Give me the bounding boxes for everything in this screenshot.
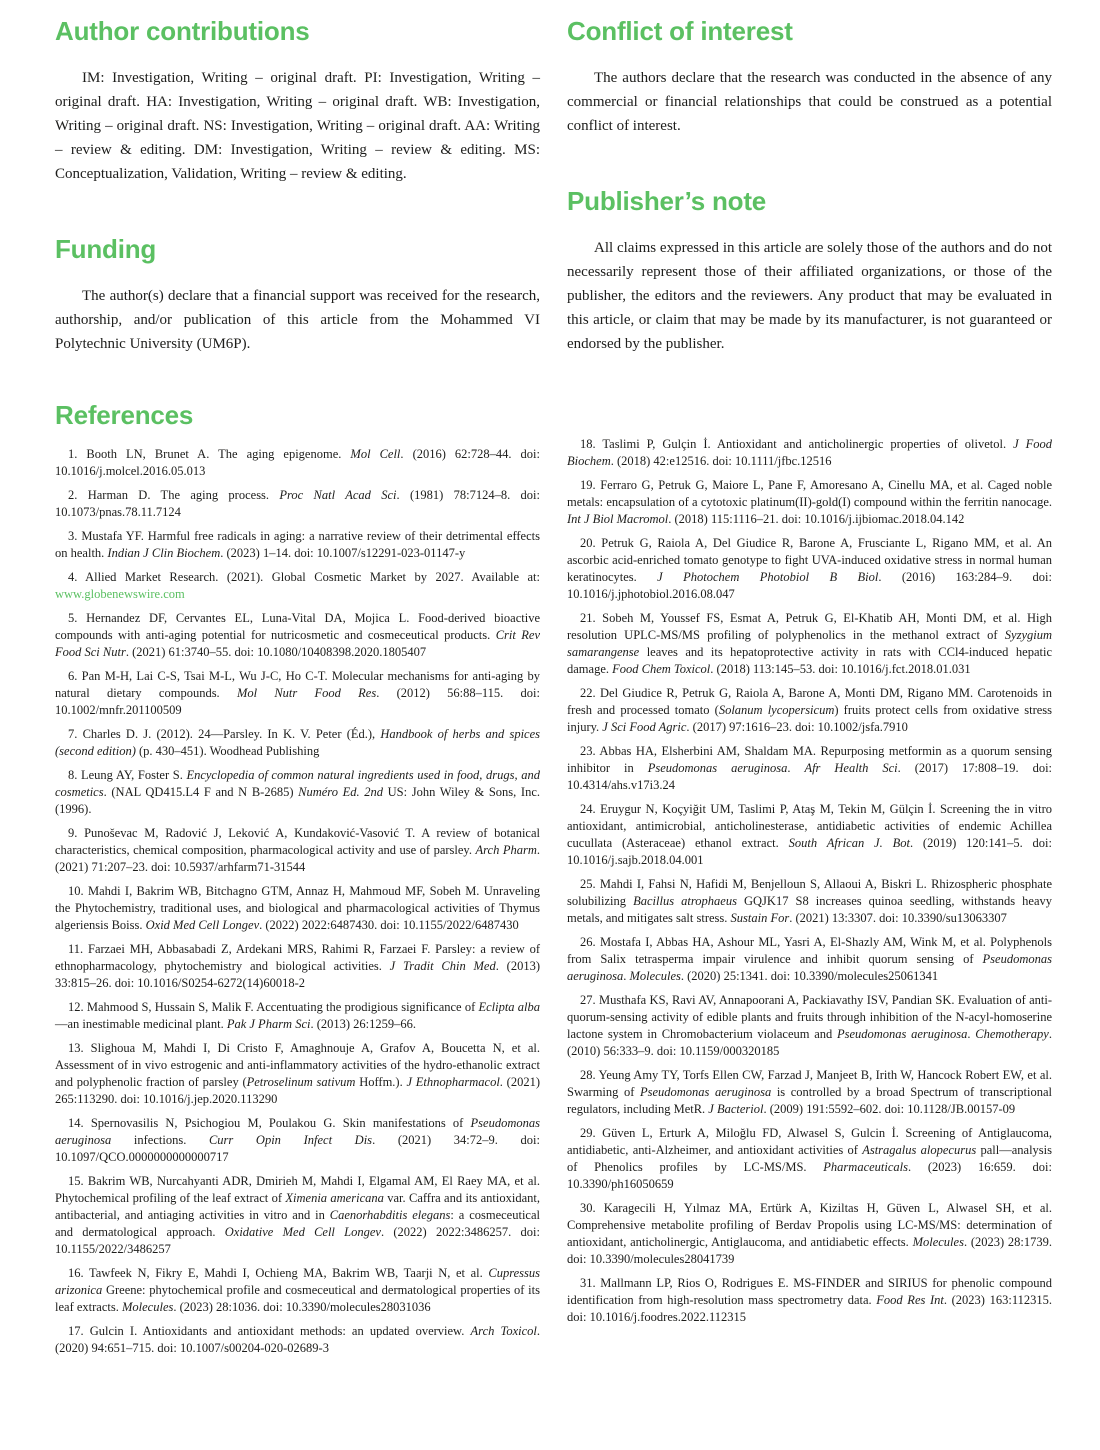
- reference-item: [55, 726, 540, 760]
- reference-text: var. Caffra and its antioxidant, antibacterial, and antiaging activities in vitro and in: [55, 1191, 540, 1222]
- reference-item: [567, 1125, 1052, 1193]
- reference-text: . (2021) 13:3307. doi: 10.3390/su13063307: [789, 911, 1007, 925]
- reference-text: . (2017) 17:808–19. doi: 10.4314/ahs.v17i3.24: [567, 761, 1053, 792]
- reference-item: [55, 1323, 540, 1357]
- reference-text: 5. Hernandez DF, Cervantes EL, Luna-Vital DA, Mojica L. Food-derived bioactive compounds with anti-aging potential for nutricosmetic and cosmeceutical products.: [55, 611, 540, 642]
- reference-text: . (2023) 1–14. doi: 10.1007/s12291-023-01147-y: [220, 546, 466, 560]
- reference-text: 30. Karagecili H, Yılmaz MA, Ertürk A, Kiziltas H, Güven L, Alwasel SH, et al. Comprehensive metabolite profiling of Berdav Propolis using LC-MS/MS: determination of antioxidant, anticholinergic, Antiglaucoma, and antidiabetic effects.: [567, 1201, 1052, 1249]
- reference-text-italic: Pseudomonas aeruginosa: [567, 952, 1052, 983]
- reference-text: . (2018) 113:145–53. doi: 10.1016/j.fct.2018.01.031: [710, 662, 971, 676]
- reference-text: . (2022) 2022:6487430. doi: 10.1155/2022/6487430: [259, 918, 519, 932]
- reference-text: . (2020) 94:651–715. doi: 10.1007/s00204-020-02689-3: [55, 1324, 540, 1355]
- reference-text-italic: Food Chem Toxicol: [612, 662, 711, 676]
- section-heading-funding: Funding: [55, 234, 157, 264]
- section-heading-conflict-of-interest: Conflict of interest: [567, 16, 793, 46]
- reference-text: is controlled by a broad Spectrum of transcriptional regulators, including MetR.: [567, 1085, 1052, 1116]
- section-heading-publishers-note: Publisher’s note: [567, 186, 767, 216]
- reference-item: [567, 685, 1052, 736]
- reference-text: 23. Abbas HA, Elsherbini AM, Shaldam MA. Repurposing metformin as a quorum sensing inhibitor in: [567, 744, 1052, 775]
- reference-item: [567, 934, 1052, 985]
- reference-text: 15. Bakrim WB, Nurcahyanti ADR, Dmirieh M, Mahdi I, Elgamal AM, El Raey MA, et al. Phytochemical profiling of the leaf extract of: [55, 1174, 540, 1205]
- reference-text-italic: Solanum lycopersicum: [718, 703, 835, 717]
- reference-text: . (2021) 265:113290. doi: 10.1016/j.jep.2020.113290: [55, 1075, 540, 1106]
- reference-item: [567, 610, 1052, 678]
- author-contributions-text: IM: Investigation, Writing – original draft. PI: Investigation, Writing – original draft. HA: Investigation, Writing – original draft. WB: Investigation, Writing – original draft. NS: Investigation, Writing – original draft. AA: Writing – review & editing. DM: Investigation, Writing – review & editing. MS: Conceptualization, Validation, Writing – review & editing.: [55, 70, 540, 182]
- reference-text: . (2019) 120:141–5. doi: 10.1016/j.sajb.2018.04.001: [567, 836, 1052, 867]
- reference-text-italic: Pseudomonas aeruginosa: [639, 1085, 772, 1099]
- reference-text-italic: Pseudomonas aeruginosa: [55, 1116, 540, 1147]
- reference-text: 3. Mustafa YF. Harmful free radicals in aging: a narrative review of their detrimental effects on health.: [55, 529, 540, 560]
- reference-item: [567, 876, 1052, 927]
- reference-text-italic: Handbook of herbs and spices (second edition): [55, 727, 541, 758]
- reference-text: 19. Ferraro G, Petruk G, Maiore L, Pane F, Amoresano A, Cinellu MA, et al. Caged noble metals: encapsulation of a cytotoxic platinum(II)-gold(I) compound within the ferritin nanocage.: [567, 478, 1052, 509]
- reference-text: 21. Sobeh M, Youssef FS, Esmat A, Petruk G, El-Khatib AH, Monti DM, et al. High resolution UPLC-MS/MS profiling of polyphenolics in the methanol extract of: [567, 611, 1052, 642]
- reference-text-italic: Eclipta alba: [478, 1000, 540, 1014]
- reference-text: . (2023) 28:1036. doi: 10.3390/molecules28031036: [173, 1300, 431, 1314]
- reference-text-italic: Chemotherapy: [975, 1027, 1049, 1041]
- reference-item: [567, 535, 1052, 603]
- reference-item: [567, 992, 1052, 1060]
- reference-text-italic: Molecules: [121, 1300, 174, 1314]
- left-column: [55, 16, 540, 1364]
- reference-text-italic: Numéro Ed. 2nd: [298, 785, 383, 799]
- reference-text-italic: J Bacteriol: [708, 1102, 764, 1116]
- reference-item: [567, 1200, 1052, 1268]
- reference-item: [55, 999, 540, 1033]
- reference-text: 7. Charles D. J. (2012). 24—Parsley. In K. V. Peter (Éd.),: [68, 727, 381, 741]
- reference-text: 28. Yeung Amy TY, Torfs Ellen CW, Farzad J, Manjeet B, Irith W, Hancock Robert EW, et al. Swarming of: [567, 1068, 1052, 1099]
- reference-text-italic: Arch Pharm: [475, 843, 537, 857]
- reference-text-italic: Indian J Clin Biochem: [107, 546, 221, 560]
- reference-text: 11. Farzaei MH, Abbasabadi Z, Ardekani MRS, Rahimi R, Farzaei F. Parsley: a review of ethnopharmacology, phytochemistry and biological activities.: [55, 942, 540, 973]
- reference-item: [55, 767, 540, 818]
- reference-text: 9. Punoševac M, Radović J, Leković A, Kundaković-Vasović T. A review of botanical characteristics, chemical composition, pharmacological activity and use of parsley.: [55, 826, 540, 857]
- reference-text-italic: J Ethnopharmacol: [406, 1075, 500, 1089]
- reference-text-italic: Int J Biol Macromol: [567, 512, 669, 526]
- reference-text-italic: Proc Natl Acad Sci: [279, 488, 397, 502]
- reference-text-italic: J Tradit Chin Med: [389, 959, 496, 973]
- reference-text: .: [967, 1027, 976, 1041]
- reference-text: 17. Gulcin I. Antioxidants and antioxidant methods: an updated overview.: [68, 1324, 471, 1338]
- reference-text: . (2009) 191:5592–602. doi: 10.1128/JB.00157-09: [763, 1102, 1016, 1116]
- reference-item: [55, 883, 540, 934]
- reference-text: US: John Wiley & Sons, Inc. (1996).: [55, 785, 540, 816]
- reference-text: . (2021) 61:3740–55. doi: 10.1080/10408398.2020.1805407: [125, 645, 427, 659]
- reference-item: [55, 825, 540, 876]
- reference-text: 12. Mahmood S, Hussain S, Malik F. Accentuating the prodigious significance of: [68, 1000, 479, 1014]
- reference-text-italic: Syzygium samarangense: [567, 628, 1052, 659]
- reference-text-italic: Pharmaceuticals: [823, 1160, 909, 1174]
- reference-text: 22. Del Giudice R, Petruk G, Raiola A, Barone A, Monti DM, Rigano MM. Carotenoids in fresh and processed tomato (: [567, 686, 1052, 717]
- reference-item: [55, 528, 540, 562]
- reference-text: 6. Pan M-H, Lai C-S, Tsai M-L, Wu J-C, Ho C-T. Molecular mechanisms for anti-aging by natural dietary compounds.: [55, 669, 540, 700]
- funding-text: The author(s) declare that a financial support was received for the research, authorship, and/or publication of this article from the Mohammed VI Polytechnic University (UM6P).: [55, 288, 540, 352]
- reference-text: . (2018) 115:1116–21. doi: 10.1016/j.ijbiomac.2018.04.142: [668, 512, 965, 526]
- reference-text-italic: Astragalus alopecurus: [862, 1143, 977, 1157]
- reference-text-italic: Molecules: [912, 1235, 964, 1249]
- reference-text: 29. Güven L, Erturk A, Miloğlu FD, Alwasel S, Gulcin İ. Screening of Antiglaucoma, antidiabetic, anti-Alzheimer, and antioxidant activities of: [567, 1126, 1052, 1157]
- reference-item: [55, 1173, 540, 1258]
- reference-text: (p. 430–451). Woodhead Publishing: [135, 744, 320, 758]
- reference-text: . (2017) 97:1616–23. doi: 10.1002/jsfa.7910: [686, 720, 908, 734]
- reference-text-italic: Arch Toxicol: [470, 1324, 537, 1338]
- reference-text: Hoffm.).: [355, 1075, 407, 1089]
- reference-text-italic: South African J. Bot: [788, 836, 910, 850]
- reference-item: [55, 668, 540, 719]
- reference-text: . (2016) 163:284–9. doi: 10.1016/j.jphotobiol.2016.08.047: [567, 570, 1052, 601]
- reference-text: ) fruits protect cells from oxidative stress injury.: [567, 703, 1053, 734]
- reference-item: [567, 477, 1052, 528]
- reference-text-italic: Bacillus atrophaeus: [633, 894, 737, 908]
- reference-item: [55, 569, 540, 603]
- reference-text: 27. Musthafa KS, Ravi AV, Annapoorani A, Packiavathy ISV, Pandian SK. Evaluation of anti-quorum-sensing activity of edible plants and fruits through inhibition of the N-acyl-homoserine lactone system in Chromobacterium violaceum and: [567, 993, 1052, 1041]
- reference-text-italic: Mol Cell: [350, 447, 401, 461]
- reference-item: [55, 487, 540, 521]
- reference-text: 8. Leung AY, Foster S.: [68, 768, 187, 782]
- reference-text: GQJK17 S8 increases quinoa seedling, withstands heavy metals, and mitigates salt stress.: [567, 894, 1052, 925]
- reference-text-italic: Pseudomonas aeruginosa: [836, 1027, 968, 1041]
- reference-text: 31. Mallmann LP, Rios O, Rodrigues E. MS-FINDER and SIRIUS for phenolic compound identification from high-resolution mass spectrometry data.: [567, 1276, 1052, 1307]
- reference-text: . (2020) 25:1341. doi: 10.3390/molecules25061341: [680, 969, 939, 983]
- reference-text: . (2023) 16:659. doi: 10.3390/ph16050659: [567, 1160, 1052, 1191]
- reference-item: [567, 743, 1052, 794]
- reference-text: 10. Mahdi I, Bakrim WB, Bitchagno GTM, Annaz H, Mahmoud MF, Sobeh M. Unraveling the Phytochemistry, traditional uses, and biological and pharmacological activities of Thymus algeriensis Boiss.: [55, 884, 540, 932]
- reference-text: leaves and its hepatoprotective activity in rats with CCl4-induced hepatic damage.: [567, 645, 1052, 676]
- reference-text: . (1981) 78:7124–8. doi: 10.1073/pnas.78.11.7124: [55, 488, 540, 519]
- reference-item: [55, 1040, 540, 1108]
- reference-item: [55, 1115, 540, 1166]
- reference-text-italic: Afr Health Sci: [804, 761, 898, 775]
- reference-text: 20. Petruk G, Raiola A, Del Giudice R, Barone A, Frusciante L, Rigano MM, et al. An ascorbic acid-enriched tomato genotype to fight UVA-induced oxidative stress in normal human keratinocytes.: [567, 536, 1052, 584]
- reference-text-italic: Mol Nutr Food Res: [236, 686, 377, 700]
- reference-text: 4. Allied Market Research. (2021). Global Cosmetic Market by 2027. Available at:: [68, 570, 540, 584]
- reference-text-italic: Oxidative Med Cell Longev: [224, 1225, 381, 1239]
- reference-text: Greene: phytochemical profile and cosmeceutical and dermatological properties of its leaf extracts.: [55, 1283, 540, 1314]
- reference-text: .: [787, 761, 805, 775]
- reference-text-italic: J Sci Food Agric: [602, 720, 687, 734]
- reference-text: . (2016) 62:728–44. doi: 10.1016/j.molcel.2016.05.013: [55, 447, 540, 478]
- reference-item: [55, 941, 540, 992]
- reference-text-italic: Encyclopedia of common natural ingredients used in food, drugs, and cosmetics: [55, 768, 540, 799]
- reference-item: [567, 1275, 1052, 1326]
- reference-text-italic: Cupressus arizonica: [55, 1266, 540, 1297]
- reference-text: 13. Slighoua M, Mahdi I, Di Cristo F, Amaghnouje A, Grafov A, Boucetta N, et al. Assessment of in vivo estrogenic and anti-inflammatory activities of the hydro-ethanolic extract and polyphenolic fraction of parsley (: [55, 1041, 540, 1089]
- reference-text: 25. Mahdi I, Fahsi N, Hafidi M, Benjelloun S, Allaoui A, Biskri L. Rhizospheric phosphate solubilizing: [567, 877, 1052, 908]
- reference-text: 18. Taslimi P, Gulçin İ. Antioxidant and anticholinergic properties of olivetol.: [580, 437, 1014, 451]
- reference-text-italic: Sustain For: [730, 911, 790, 925]
- reference-text-italic: Pseudomonas aeruginosa: [647, 761, 788, 775]
- reference-link[interactable]: www.globenewswire.com: [55, 587, 185, 601]
- reference-text: 24. Eruygur N, Koçyiğit UM, Taslimi P, Ataş M, Tekin M, Gülçin İ. Screening the in vitro antioxidant, antimicrobial, anticholinesterase, antidiabetic activities of endemic Achillea cucullata (Asteraceae) ethanol extract.: [567, 802, 1052, 850]
- reference-text: . (2022) 2022:3486257. doi: 10.1155/2022/3486257: [55, 1225, 540, 1256]
- reference-text-italic: Crit Rev Food Sci Nutr: [55, 628, 540, 659]
- right-column: [567, 16, 1052, 1364]
- reference-text: —an inestimable medicinal plant.: [55, 1017, 227, 1031]
- reference-text-italic: Caenorhabditis elegans: [329, 1208, 451, 1222]
- reference-text: : a cosmeceutical and dermatological approach.: [55, 1208, 540, 1239]
- reference-item: [567, 1067, 1052, 1118]
- reference-text-italic: Molecules: [629, 969, 681, 983]
- reference-text: . (2013) 33:815–26. doi: 10.1016/S0254-6272(14)60018-2: [55, 959, 540, 990]
- reference-text-italic: Curr Opin Infect Dis: [208, 1133, 373, 1147]
- publishers-note-text: All claims expressed in this article are solely those of the authors and do not necessarily represent those of their affiliated organizations, or those of the publisher, the editors and the reviewers. Any product that may be evaluated in this article, or claim that may be made by its manufacturer, is not guaranteed or endorsed by the publisher.: [567, 240, 1052, 352]
- section-heading-author-contributions: Author contributions: [55, 16, 310, 46]
- reference-text: 16. Tawfeek N, Fikry E, Mahdi I, Ochieng MA, Bakrim WB, Taarji N, et al.: [68, 1266, 489, 1280]
- reference-text: . (2010) 56:333–9. doi: 10.1159/000320185: [567, 1027, 1052, 1058]
- reference-text-italic: Ximenia americana: [285, 1191, 384, 1205]
- reference-text: infections.: [111, 1133, 209, 1147]
- reference-text: . (2018) 42:e12516. doi: 10.1111/jfbc.12516: [610, 454, 832, 468]
- reference-text-italic: J Food Biochem: [567, 437, 1052, 468]
- reference-text-italic: Petroselinum sativum: [246, 1075, 356, 1089]
- reference-text: pall—analysis of Phenolics profiles by LC-MS/MS.: [567, 1143, 1052, 1174]
- reference-text: . (2021) 34:72–9. doi: 10.1097/QCO.0000000000000717: [55, 1133, 541, 1164]
- reference-text: 14. Spernovasilis N, Psichogiou M, Poulakou G. Skin manifestations of: [68, 1116, 471, 1130]
- reference-text: . (2012) 56:88–115. doi: 10.1002/mnfr.201100509: [55, 686, 540, 717]
- reference-text-italic: Oxid Med Cell Longev: [145, 918, 260, 932]
- reference-text-italic: Pak J Pharm Sci: [226, 1017, 311, 1031]
- reference-text: . (2021) 71:207–23. doi: 10.5937/arhfarm71-31544: [55, 843, 540, 874]
- reference-text: 2. Harman D. The aging process.: [68, 488, 280, 502]
- references-list-left: [55, 446, 540, 1357]
- reference-text: . (2023) 163:112315. doi: 10.1016/j.foodres.2022.112315: [567, 1293, 1052, 1324]
- reference-text: . (NAL QD415.L4 F and N B-2685): [103, 785, 299, 799]
- section-heading-references: References: [55, 400, 194, 430]
- reference-item: [567, 436, 1052, 470]
- conflict-of-interest-text: The authors declare that the research was conducted in the absence of any commercial or financial relationships that could be construed as a potential conflict of interest.: [567, 70, 1052, 134]
- reference-text: .: [623, 969, 630, 983]
- reference-text: . (2013) 26:1259–66.: [310, 1017, 417, 1031]
- reference-text: 1. Booth LN, Brunet A. The aging epigenome.: [68, 447, 351, 461]
- reference-text: 26. Mostafa I, Abbas HA, Ashour ML, Yasri A, El-Shazly AM, Wink M, et al. Polyphenols from Salix tetrasperma impair virulence and inhibit quorum sensing of: [567, 935, 1052, 966]
- reference-item: [55, 1265, 540, 1316]
- reference-item: [567, 801, 1052, 869]
- reference-item: [55, 446, 540, 480]
- reference-item: [55, 610, 540, 661]
- references-list-right: [567, 436, 1052, 1326]
- reference-text-italic: J Photochem Photobiol B Biol: [657, 570, 879, 584]
- reference-text: . (2023) 28:1739. doi: 10.3390/molecules28041739: [567, 1235, 1052, 1266]
- reference-text-italic: Food Res Int: [876, 1293, 944, 1307]
